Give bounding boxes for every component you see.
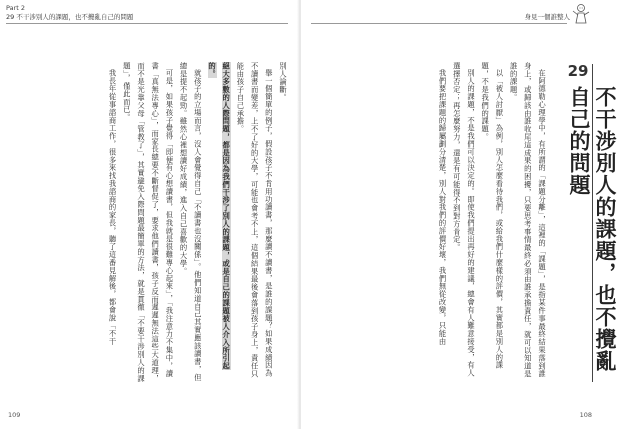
paragraph: 我長年從事諮商工作，很多來找我諮商的家長，聽了這番見解後，都會說「不干 <box>108 69 118 346</box>
chapter-title-block <box>563 62 618 382</box>
character-illustration-icon <box>570 2 592 24</box>
paragraph: 可是，如果孩子覺得「即便有心想讀書，但我就是很難專心起來」，「我注意力不集中，讀書「真無法專心」，而家長總要不斷督促了，要求他們讀書，孩子反而遲遲無法這些大道理，而不是光靠父母「管教了」，其實避免入際問題最簡單的方法，就是貫徹「不要干涉別人的課題」，僅此而已。 <box>122 62 175 383</box>
page-number-left: 109 <box>8 411 21 419</box>
part-label: Part 2 <box>6 4 26 12</box>
paragraph: 就孩子的立場而言，沒人會覺得自己「不讀書也沒關係」。他們知道自己其實應該讀書，但總是提不起勁。雖然心裡想讀好成績，進入自己喜歡的大學。 <box>179 62 203 382</box>
left-body-text <box>8 62 290 384</box>
header-rule <box>6 23 288 24</box>
chapter-header: 29 不干涉別人的課題，也不攪亂自己的問題 <box>6 13 134 21</box>
paragraph: 別人的課題，不是我們可以決定的。即使我們提出再好的建議，總會有人難意接受，有人選擇否定；再怎麼努力，還是有可能得不到對方肯定。 <box>452 62 476 378</box>
paragraph: 我們要把課題的歸屬劃分清楚，別人對我們的評價好壞，我們無從改變，只能由 <box>438 69 448 346</box>
right-page <box>301 0 618 429</box>
paragraph: 以「被人討厭」為例，別人怎麼看待我們，或給我們什麼樣的評價，其實都是別人的課題，不是我們的課題。 <box>481 62 505 370</box>
chapter-number: 29 <box>567 62 589 80</box>
right-running-header: 身見一個誰整人 <box>524 13 570 21</box>
chapter-title: 不干涉別人的課題，也不攪亂自己的問題 <box>567 86 618 372</box>
page-number-right: 108 <box>579 411 592 419</box>
right-body-text <box>339 62 549 384</box>
left-page <box>0 0 299 429</box>
paragraph: 在阿德勒心理學中，有所謂的「課題分離」，這裡的「課題」，是指某件事最終結果落到誰身上，或歸該由誰收尾這成果的困擾，只要思考事情最終必須由誰承擔責任，就可以知道是誰的課題。 <box>509 62 547 378</box>
header-rule <box>311 23 567 24</box>
paragraph: 舉一個簡單的例子，假設孩子不肯用功讀書，那麼讀不讀書，是誰的課題？如果成績因為不讀書而變差，上不了好的大學，可能也會考不上，這個結果最後會落到孩子身上，責任只能由孩子自己承擔。 <box>236 62 274 378</box>
highlight-text: 絕大多數的人際問題，都是因為我們干涉了別人的課題，或是自己的課題被人介入所引起的。 <box>207 62 232 371</box>
highlight-sentence <box>205 62 233 384</box>
left-running-header <box>6 4 133 22</box>
paragraph: 別人論斷。 <box>279 62 288 102</box>
